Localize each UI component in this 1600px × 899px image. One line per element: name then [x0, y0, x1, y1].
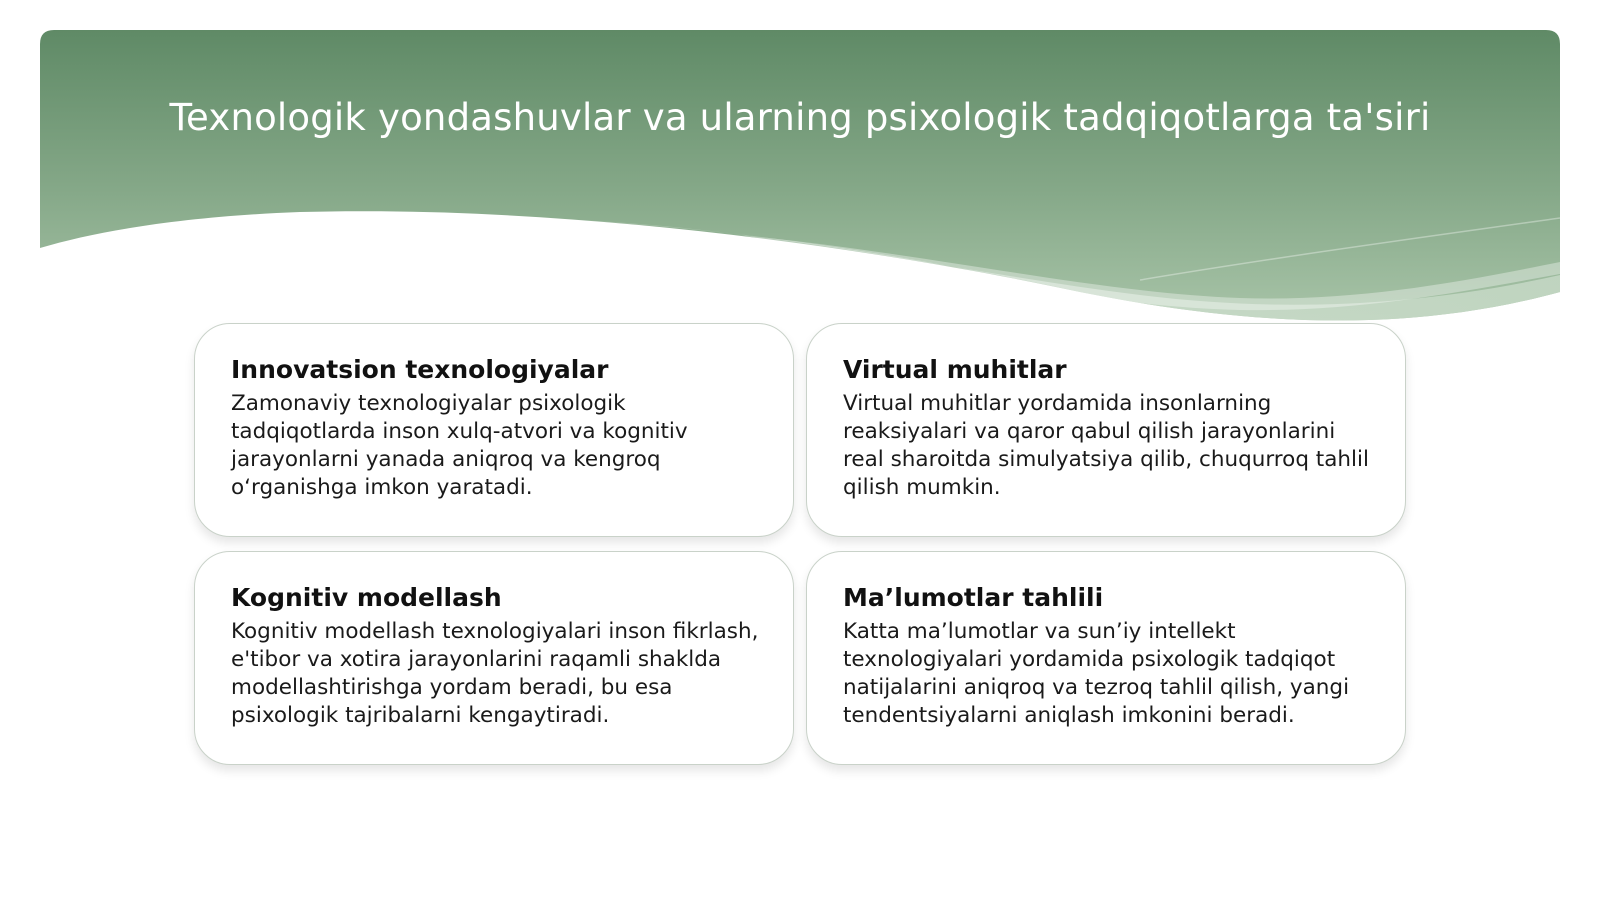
card-title: Virtual muhitlar: [843, 355, 1067, 384]
card-title: Kognitiv modellash: [231, 583, 502, 612]
card-text: Virtual muhitlar yordamida insonlarning reaksiyalari va qaror qabul qilish jarayonlarini real sharoitda simulyatsiya qilib, chuqurroq tahlil qilish mumkin.: [843, 391, 1369, 500]
card-kognitiv-modellash: [194, 551, 794, 765]
slide-title: Texnologik yondashuvlar va ularning psixologik tadqiqotlarga ta'siri: [169, 96, 1431, 139]
card-title: Ma’lumotlar tahlili: [843, 583, 1104, 612]
header-banner: [40, 30, 1560, 340]
card-title: Innovatsion texnologiyalar: [231, 355, 609, 384]
banner-wave-graphic: [40, 30, 1560, 340]
card-text: Zamonaviy texnologiyalar psixologik tadqiqotlarda inson xulq-atvori va kognitiv jarayonlarni yanada aniqroq va kengroq o‘rganishga imkon yaratadi.: [231, 391, 688, 500]
card-innovatsion-texnologiyalar: [194, 323, 794, 537]
card-text: Kognitiv modellash texnologiyalari inson fikrlash, e'tibor va xotira jarayonlarini raqamli shaklda modellashtirishga yordam beradi, bu esa psixologik tajribalarni kengaytiradi.: [231, 619, 759, 728]
card-text: Katta ma’lumotlar va sun’iy intellekt texnologiyalari yordamida psixologik tadqiqot natijalarini aniqroq va tezroq tahlil qilish, yangi tendentsiyalarni aniqlash imkonini beradi.: [843, 619, 1350, 728]
card-virtual-muhitlar: [806, 323, 1406, 537]
card-grid: [194, 323, 1406, 769]
card-malumotlar-tahlili: [806, 551, 1406, 765]
